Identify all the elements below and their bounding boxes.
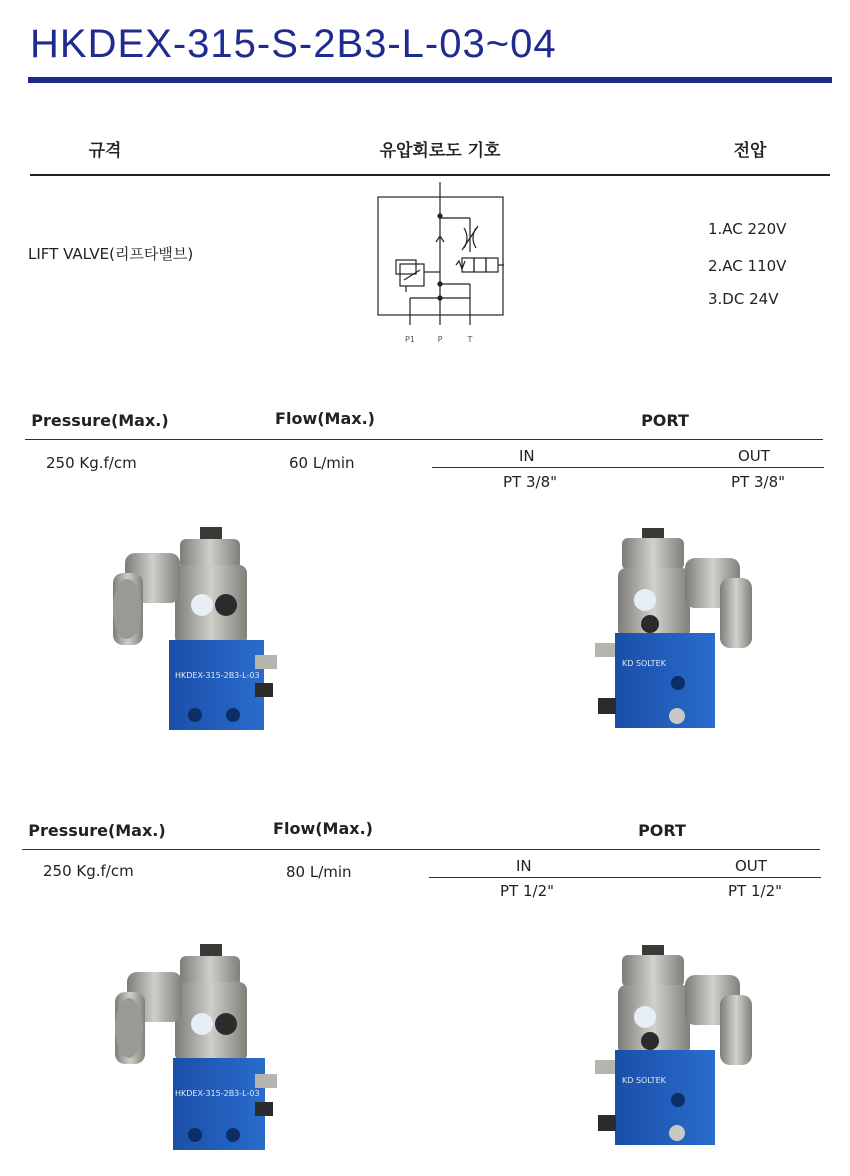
hydraulic-circuit-symbol xyxy=(370,180,520,345)
col-voltage-header: 전압 xyxy=(733,141,767,161)
title-underline xyxy=(28,77,832,83)
s1-pressure-value: 250 Kg.f/cm xyxy=(46,454,137,472)
s2-pressure-header: Pressure(Max.) xyxy=(28,821,166,840)
s1-flow-value: 60 L/min xyxy=(289,454,355,472)
block-brand-text: KD SOLTEK xyxy=(622,659,666,668)
voltage-option-1: 1.AC 220V xyxy=(708,220,787,238)
voltage-option-3: 3.DC 24V xyxy=(708,290,779,308)
s1-port-rule xyxy=(432,467,824,468)
block-model-text: HKDEX-315-2B3-L-03 xyxy=(175,671,260,680)
block-brand-text: KD SOLTEK xyxy=(622,1076,666,1085)
block-model-text: HKDEX-315-2B3-L-03 xyxy=(175,1089,260,1098)
s1-port-header: PORT xyxy=(641,411,689,430)
port-label-p1: P1 xyxy=(405,335,415,344)
s2-flow-value: 80 L/min xyxy=(286,863,352,881)
voltage-option-2: 2.AC 110V xyxy=(708,257,787,275)
s1-out-label: OUT xyxy=(738,447,770,465)
s2-port-rule xyxy=(429,877,821,878)
col-spec-header: 규격 xyxy=(88,141,122,161)
port-label-t: T xyxy=(467,335,473,344)
s2-in-label: IN xyxy=(516,857,532,875)
s2-port-header: PORT xyxy=(638,821,686,840)
s1-in-label: IN xyxy=(519,447,535,465)
s2-header-rule xyxy=(22,849,820,850)
s1-flow-header: Flow(Max.) xyxy=(275,409,375,428)
page-title: HKDEX-315-S-2B3-L-03~04 xyxy=(30,22,557,66)
product-photo-right-2 xyxy=(590,945,765,1150)
product-photo-right-1 xyxy=(590,528,765,733)
s1-header-rule xyxy=(25,439,823,440)
s2-flow-header: Flow(Max.) xyxy=(273,819,373,838)
product-photo-left-1 xyxy=(105,525,285,735)
s2-in-value: PT 1/2" xyxy=(500,882,555,900)
port-label-p: P xyxy=(437,335,443,344)
spec-header-rule xyxy=(30,174,830,176)
s1-in-value: PT 3/8" xyxy=(503,473,558,491)
s2-out-label: OUT xyxy=(735,857,767,875)
spec-value: LIFT VALVE(리프타밸브) xyxy=(28,245,194,263)
s2-out-value: PT 1/2" xyxy=(728,882,783,900)
s1-out-value: PT 3/8" xyxy=(731,473,786,491)
col-symbol-header: 유압회로도 기호 xyxy=(379,141,501,161)
s1-pressure-header: Pressure(Max.) xyxy=(31,411,169,430)
product-photo-left-2 xyxy=(105,940,285,1155)
s2-pressure-value: 250 Kg.f/cm xyxy=(43,862,134,880)
